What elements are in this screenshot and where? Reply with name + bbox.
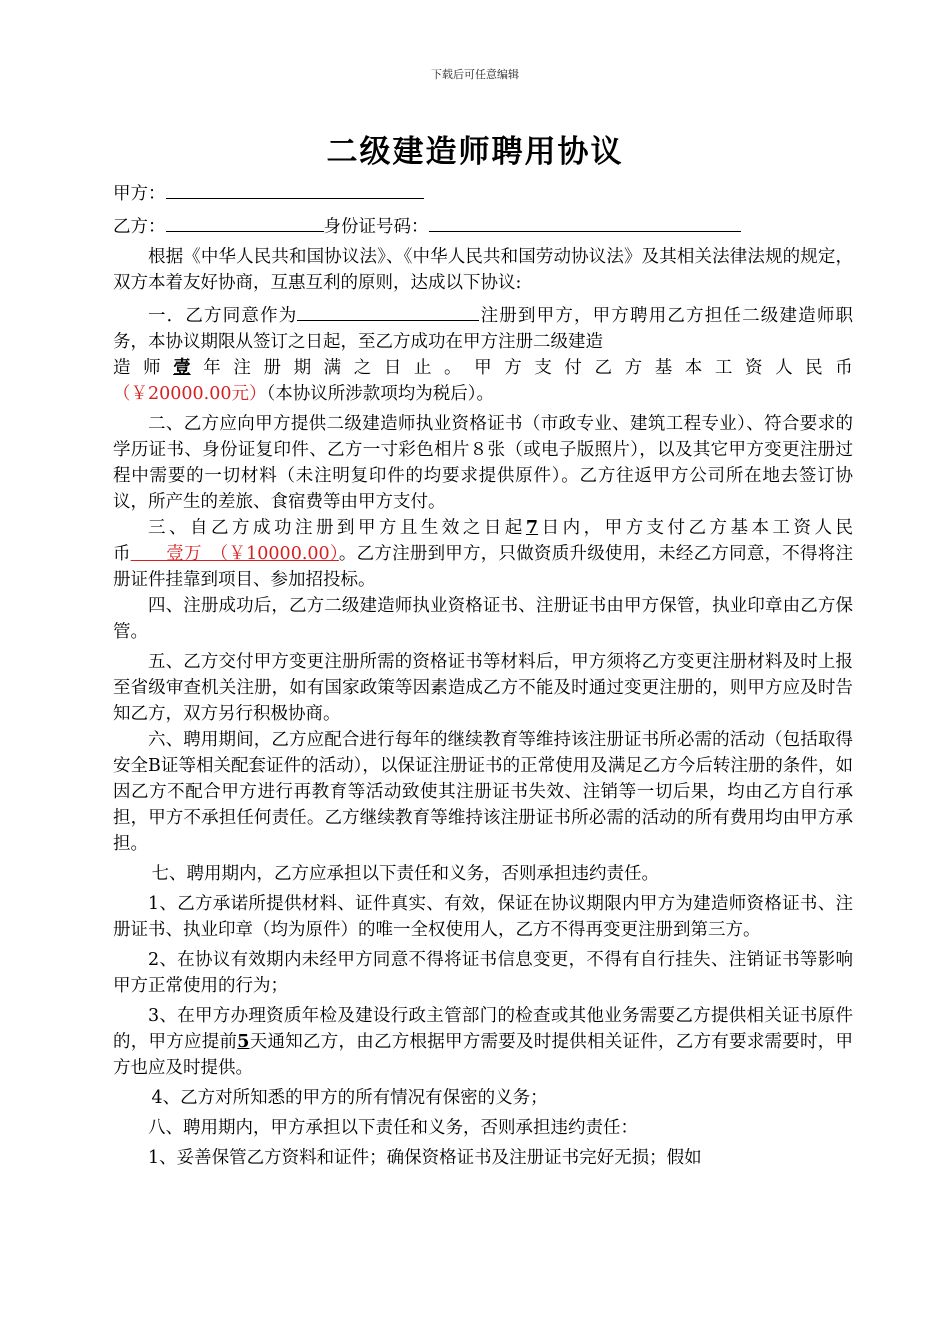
clause-1-char: 乙 bbox=[594, 358, 612, 378]
clause-1-char: 付 bbox=[564, 358, 582, 378]
clause-7-item-3 bbox=[113, 1003, 853, 1081]
clause-1-salary-amount: （￥20000.00元） bbox=[113, 384, 267, 404]
clause-3-text-c: 。乙方注册到甲方，只做资质升级使用，未经乙方同意，不得将注册证件挂靠到项目、参加招投标。 bbox=[113, 544, 854, 590]
clause-3-text-b: 日内，甲方支付乙方基本工资人民币 bbox=[113, 518, 854, 564]
clause-3-text-a: 三、自乙方成功注册到甲方且生效之日起 bbox=[148, 518, 526, 538]
clause-8: 八、聘用期内，甲方承担以下责任和义务，否则承担违约责任： bbox=[148, 1118, 638, 1138]
clause-1-char: 。 bbox=[444, 358, 462, 378]
clause-6: 六、聘用期间，乙方应配合进行每年的继续教育等维持该注册证书所必需的活动（包括取得安全B证等相关配套证件的活动），以保证注册证书的正常使用及满足乙方今后转注册的条件，如因乙方不配合甲方进行再教育等活动致使其注册证书失效、注销等一切后果，均由乙方自行承担，甲方不承担任何责任。乙方继续教育等维持该注册证书所必需的活动的所有费用均由甲方承担。 bbox=[113, 730, 853, 854]
party-b-label: 乙方： bbox=[113, 217, 166, 237]
clause-1-spread-line bbox=[113, 355, 853, 381]
document-title: 二级建造师聘用协议 bbox=[326, 134, 624, 170]
clause-7-item-3-days: 5 bbox=[237, 1032, 250, 1052]
clause-1-char: 造 bbox=[113, 358, 131, 378]
clause-1-text-a: 一．乙方同意作为 bbox=[148, 306, 298, 326]
clause-3-amount: 壹万 （￥10000.00） bbox=[130, 544, 339, 564]
clause-1-char: 支 bbox=[534, 358, 552, 378]
clause-1-char: 民 bbox=[805, 358, 823, 378]
party-b-line bbox=[113, 211, 853, 240]
clause-1-tail: （本协议所涉款项均为税后）。 bbox=[266, 384, 495, 404]
clause-1-char: 年 bbox=[203, 358, 221, 378]
clause-7-item-3-text-a: 3、在甲方办理资质年检及建设行政主管部门的检查或其他业务需要乙方提供相关证书原件的，甲方应提前 bbox=[113, 1006, 853, 1052]
clause-1-char: 方 bbox=[504, 358, 522, 378]
id-label: 身份证号码： bbox=[323, 217, 429, 237]
clause-1-char: 止 bbox=[413, 358, 432, 378]
clause-1-char: 满 bbox=[323, 358, 342, 378]
clause-1-char: 甲 bbox=[474, 358, 492, 378]
clause-1-char: 人 bbox=[775, 358, 793, 378]
party-a-blank bbox=[166, 178, 424, 199]
clause-7-item-1: 1、乙方承诺所提供材料、证件真实、有效，保证在协议期限内甲方为建造师资格证书、注册证书、执业印章（均为原件）的唯一全权使用人，乙方不得再变更注册到第三方。 bbox=[113, 894, 853, 940]
clause-1 bbox=[113, 300, 853, 407]
clause-1-char: 资 bbox=[744, 358, 763, 378]
clause-3 bbox=[113, 515, 853, 593]
clause-4: 四、注册成功后，乙方二级建造师执业资格证书、注册证书由甲方保管，执业印章由乙方保管。 bbox=[113, 596, 853, 642]
id-number-blank bbox=[429, 211, 741, 232]
document-body bbox=[113, 178, 853, 1171]
intro-paragraph: 根据《中华人民共和国协议法》、《中华人民共和国劳动协议法》及其相关法律法规的规定，双方本着友好协商，互惠互利的原则，达成以下协议: bbox=[113, 247, 853, 293]
clause-1-char: 本 bbox=[684, 358, 703, 378]
clause-7-item-3-text-b: 天通知乙方，由乙方根据甲方需要及时提供相关证件，乙方有要求需要时，甲方也应及时提供。 bbox=[113, 1032, 854, 1078]
party-a-line bbox=[113, 178, 853, 207]
clause-3-days: 7 bbox=[525, 518, 539, 538]
clause-7: 七、聘用期内，乙方应承担以下责任和义务，否则承担违约责任。 bbox=[151, 864, 659, 884]
clause-5: 五、乙方交付甲方变更注册所需的资格证书等材料后，甲方须将乙方变更注册材料及时上报至省级审查机关注册，如有国家政策等因素造成乙方不能及时通过变更注册的，则甲方应及时告知乙方，双方另行积极协商。 bbox=[113, 652, 853, 724]
clause-1-char: 册 bbox=[263, 358, 281, 378]
clause-7-item-4: 4、乙方对所知悉的甲方的所有情况有保密的义务； bbox=[151, 1088, 548, 1108]
clause-1-char: 工 bbox=[714, 358, 733, 378]
clause-1-char: 之 bbox=[353, 358, 372, 378]
clause-8-item-1: 1、妥善保管乙方资料和证件；确保资格证书及注册证书完好无损；假如 bbox=[148, 1148, 702, 1168]
clause-1-text-b: 注册到甲方，甲方聘用乙方担任二级建造师职务，本协议期限从签订之日起，至乙方成功在甲方注册二级建造 bbox=[113, 306, 854, 352]
clause-1-char: 基 bbox=[654, 358, 673, 378]
header-note: 下载后可任意编辑 bbox=[431, 68, 519, 81]
clause-1-char: 师 bbox=[143, 358, 161, 378]
clause-1-char: 期 bbox=[293, 358, 312, 378]
clause-7-item-2: 2、在协议有效期内未经甲方同意不得将证书信息变更，不得有自行挂失、注销证书等影响甲方正常使用的行为； bbox=[113, 950, 853, 996]
clause-1-char: 注 bbox=[233, 358, 251, 378]
clause-1-term-years: 壹 bbox=[173, 358, 191, 378]
clause-1-blank bbox=[297, 300, 479, 321]
clause-1-char: 日 bbox=[383, 358, 402, 378]
clause-1-char: 方 bbox=[624, 358, 643, 378]
party-a-label: 甲方： bbox=[113, 184, 166, 204]
party-b-blank bbox=[166, 211, 324, 232]
clause-1-char: 币 bbox=[835, 358, 853, 378]
clause-2: 二、乙方应向甲方提供二级建造师执业资格证书（市政专业、建筑工程专业）、符合要求的学历证书、身份证复印件、乙方一寸彩色相片８张（或电子版照片），以及其它甲方变更注册过程中需要的一切材料（未注明复印件的均要求提供原件）。乙方往返甲方公司所在地去签订协议，所产生的差旅、食宿费等由甲方支付。 bbox=[113, 414, 853, 512]
